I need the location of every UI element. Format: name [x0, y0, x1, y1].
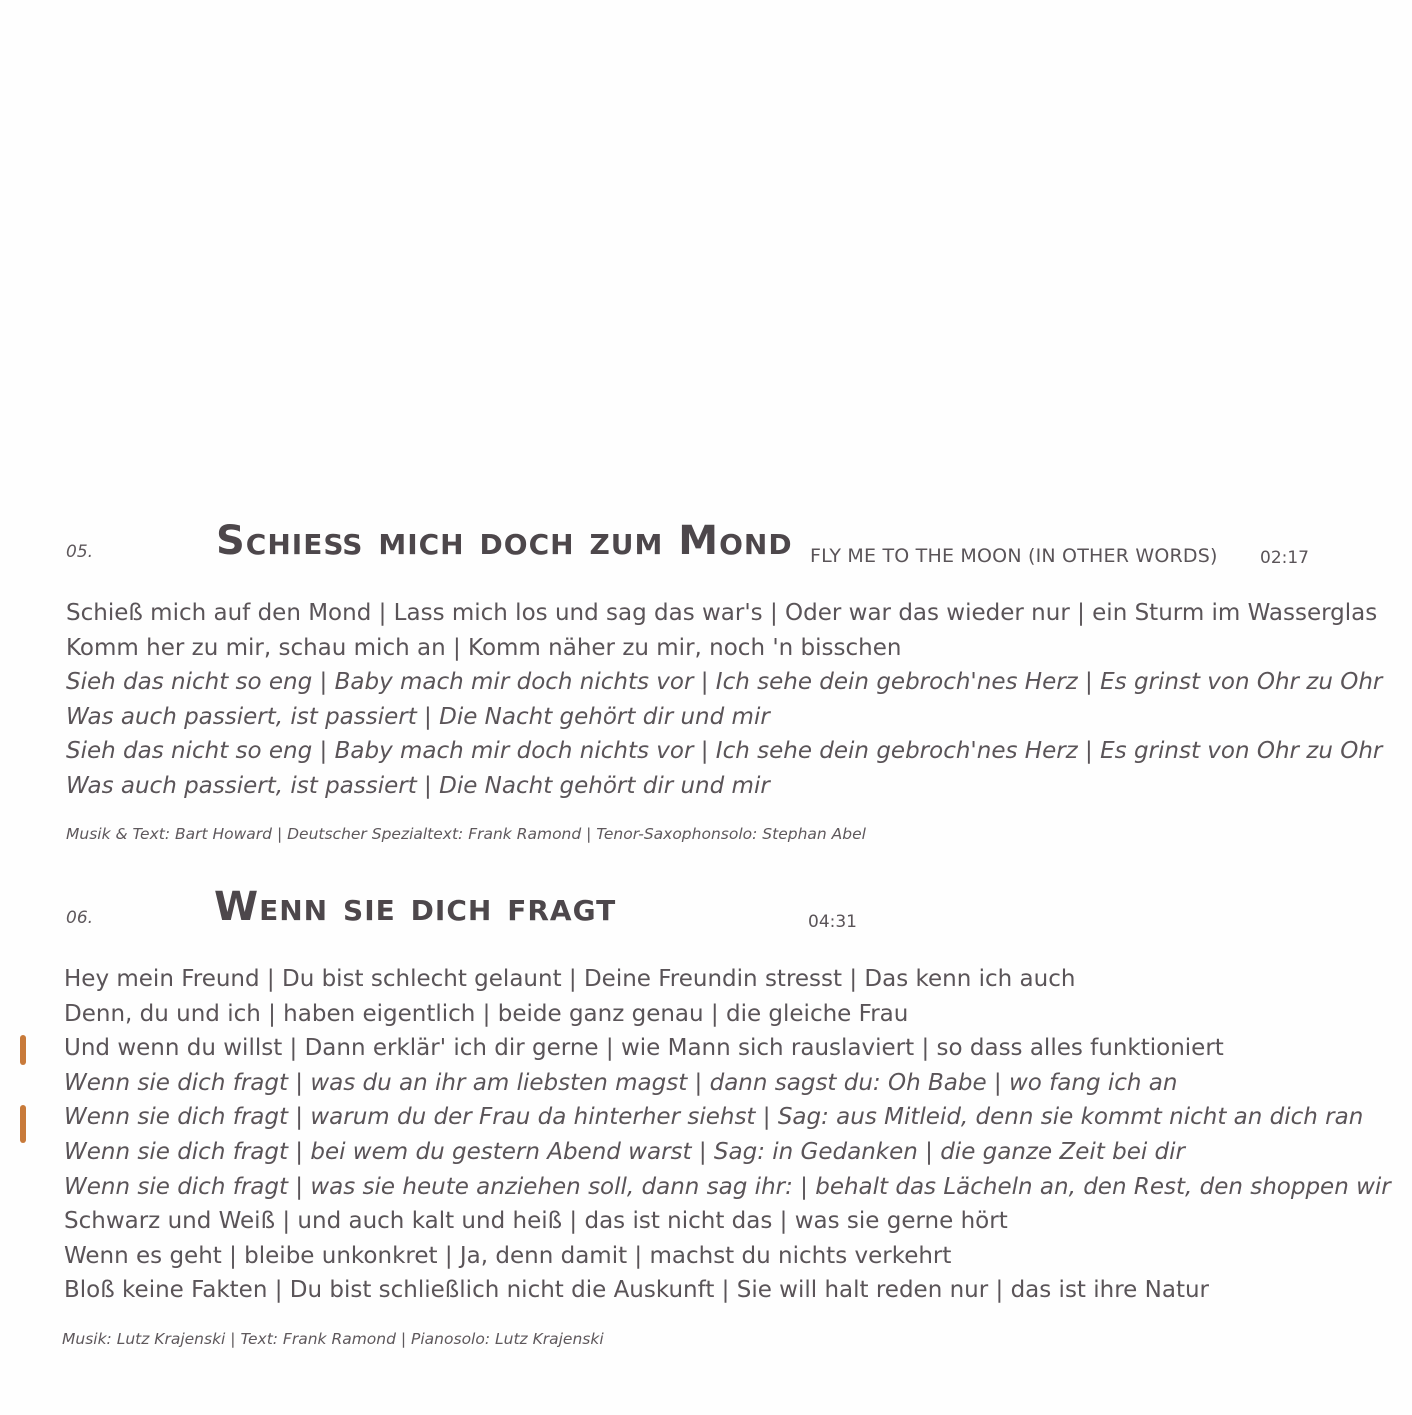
lyric-line: Wenn sie dich fragt | was sie heute anziehen soll, dann sag ihr: | behalt das Lächeln an, den Rest, den shoppen wir — [64, 1173, 1391, 1200]
track-original-title: FLY ME TO THE MOON (IN OTHER WORDS) — [810, 545, 1218, 567]
lyric-line: Bloß keine Fakten | Du bist schließlich nicht die Auskunft | Sie will halt reden nur | das ist ihre Natur — [64, 1277, 1209, 1304]
lyric-line: Schieß mich auf den Mond | Lass mich los und sag das war's | Oder war das wieder nur | ein Sturm im Wasserglas — [66, 600, 1378, 626]
lyrics-block — [64, 962, 1391, 1308]
page-edge-mark — [20, 1035, 26, 1065]
lyric-line: Wenn sie dich fragt | was du an ihr am liebsten magst | dann sagst du: Oh Babe | wo fang ich an — [64, 1069, 1178, 1096]
lyric-line: Wenn es geht | bleibe unkonkret | Ja, denn damit | machst du nichts verkehrt — [64, 1242, 952, 1269]
track-title: Wenn sie dich fragt — [214, 884, 617, 930]
lyric-line: Hey mein Freund | Du bist schlecht gelaunt | Deine Freundin stresst | Das kenn ich auch — [64, 966, 1076, 992]
lyric-line: Sieh das nicht so eng | Baby mach mir doch nichts vor | Ich sehe dein gebroch'nes Herz | Es grinst von Ohr zu Ohr — [66, 669, 1383, 696]
track-title: Schieß mich doch zum Mond — [216, 518, 793, 564]
lyric-line: Und wenn du willst | Dann erklär' ich dir gerne | wie Mann sich rauslaviert | so dass alles funktioniert — [64, 1035, 1224, 1062]
lyric-line: Schwarz und Weiß | und auch kalt und heiß | das ist nicht das | was sie gerne hört — [64, 1208, 1008, 1235]
lyric-line: Wenn sie dich fragt | bei wem du gestern Abend warst | Sag: in Gedanken | die ganze Zeit bei dir — [64, 1138, 1185, 1165]
track-credits: Musik & Text: Bart Howard | Deutscher Spezialtext: Frank Ramond | Tenor-Saxophonsolo: Stephan Abel — [66, 825, 866, 843]
track-number: 06. — [66, 908, 94, 928]
track-number: 05. — [66, 542, 94, 562]
track-duration: 02:17 — [1260, 548, 1309, 568]
lyrics-block — [66, 596, 1382, 804]
lyric-line: Komm her zu mir, schau mich an | Komm näher zu mir, noch 'n bisschen — [66, 634, 902, 661]
page-edge-mark — [20, 1105, 26, 1143]
lyric-line: Wenn sie dich fragt | warum du der Frau da hinterher siehst | Sag: aus Mitleid, denn sie kommt nicht an dich ran — [64, 1104, 1364, 1131]
lyric-line: Denn, du und ich | haben eigentlich | beide ganz genau | die gleiche Frau — [64, 1000, 909, 1027]
track-credits: Musik: Lutz Krajenski | Text: Frank Ramond | Pianosolo: Lutz Krajenski — [62, 1330, 604, 1348]
lyric-line: Was auch passiert, ist passiert | Die Nacht gehört dir und mir — [66, 703, 770, 730]
lyric-line: Was auch passiert, ist passiert | Die Nacht gehört dir und mir — [66, 772, 770, 799]
track-duration: 04:31 — [808, 912, 857, 932]
lyric-line: Sieh das nicht so eng | Baby mach mir doch nichts vor | Ich sehe dein gebroch'nes Herz | Es grinst von Ohr zu Ohr — [66, 738, 1383, 765]
